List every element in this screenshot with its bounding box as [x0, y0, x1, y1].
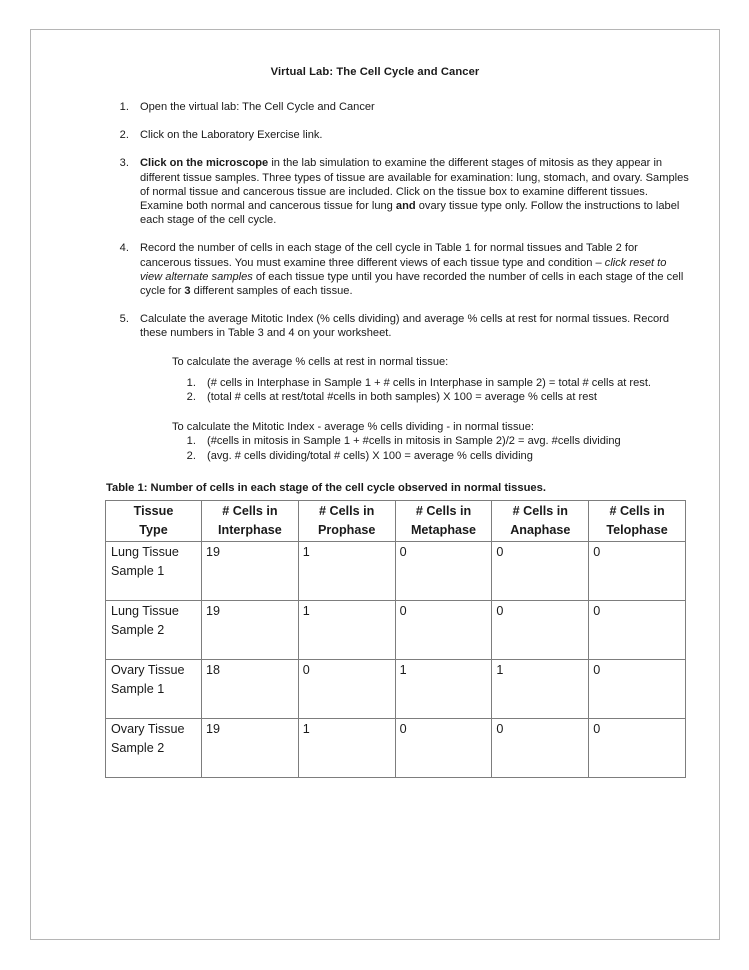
- cell-metaphase: 0: [395, 718, 492, 777]
- table-header-metaphase: [395, 500, 492, 541]
- cell-telophase: 0: [589, 600, 686, 659]
- cell-anaphase: 0: [492, 541, 589, 600]
- header-line-2: Type: [139, 523, 168, 538]
- header-line-2: Telophase: [606, 523, 668, 538]
- step-4-text-b: of each tissue type until you have recorded the number of cells in each stage of the cell cycle for: [140, 270, 684, 298]
- header-line-1: Tissue: [133, 503, 174, 518]
- step-1-text: Open the virtual lab: The Cell Cycle and Cancer: [140, 101, 375, 113]
- instruction-step-1: [132, 100, 689, 114]
- cell-anaphase: 0: [492, 718, 589, 777]
- header-line-1: # Cells in: [609, 503, 665, 518]
- table-header-row: [106, 500, 686, 541]
- step-2-text: Click on the Laboratory Exercise link.: [140, 129, 323, 142]
- step-4-italic-phrase: click reset to view alternate samples: [140, 256, 667, 283]
- table-header-prophase: [298, 500, 395, 541]
- row-label: Lung Tissue Sample 2: [106, 600, 202, 659]
- header-line-1: # Cells in: [415, 503, 472, 518]
- step-3-bold-lead: Click on the microscope: [140, 157, 269, 170]
- cell-telophase: 0: [589, 541, 686, 600]
- cell-cycle-table: [105, 500, 686, 778]
- document-body: [31, 30, 719, 778]
- step-4-text-a: Record the number of cells in each stage of the cell cycle in Table 1 for normal tissues and Table 2 for cancerous tissues. You must examine three different views of each tissue type and condition –: [140, 242, 638, 269]
- table-row: [106, 541, 686, 600]
- instruction-step-4: [132, 241, 689, 298]
- table-caption: Table 1: Number of cells in each stage of the cell cycle observed in normal tissues.: [106, 481, 546, 494]
- rest-calc-list: [199, 376, 697, 404]
- table-row: [106, 718, 686, 777]
- row-label: Lung Tissue Sample 1: [106, 541, 202, 600]
- mitotic-calc-list: [199, 434, 697, 462]
- header-line-2: Interphase: [218, 523, 282, 538]
- instruction-list: [132, 100, 689, 341]
- step-4-bold-number: 3: [184, 285, 191, 298]
- rest-calc-intro: To calculate the average % cells at rest in normal tissue:: [172, 355, 449, 368]
- mitotic-calc-item-2: 2. (avg. # cells dividing/total # cells) X 100 = average % cells dividing: [199, 449, 697, 463]
- document-page: [30, 29, 720, 940]
- header-line-1: # Cells in: [512, 503, 568, 518]
- table-header-tissue-type: [106, 500, 202, 541]
- header-line-2: Anaphase: [510, 523, 571, 538]
- cell-metaphase: 0: [395, 541, 492, 600]
- cell-metaphase: 1: [395, 659, 492, 718]
- rest-calc-item-1: 1. (# cells in Interphase in Sample 1 + # cells in Interphase in sample 2) = total # cells at rest.: [199, 376, 697, 390]
- instruction-step-5: [132, 312, 689, 340]
- table-row: [106, 600, 686, 659]
- step-3-text-a: in the lab simulation to examine the different stages of mitosis as they appear in different tissue samples. Three types of tissue are available for examination: lung, stomach, and ovary. Samples of normal tissue and cancerous tissue are included. Click on the tissue box to examine different tissues. Examine both normal and cancerous tissue for lung: [140, 157, 689, 213]
- cell-interphase: 19: [202, 718, 299, 777]
- cell-prophase: 1: [298, 541, 395, 600]
- header-line-1: # Cells in: [319, 503, 375, 518]
- table-header-interphase: [202, 500, 299, 541]
- step-5-text: Calculate the average Mitotic Index (% cells dividing) and average % cells at rest for normal tissues. Record these numbers in Table 3 and 4 on your worksheet.: [140, 313, 670, 340]
- cell-interphase: 19: [202, 600, 299, 659]
- step-3-text-b: ovary tissue type only. Follow the instructions to label each stage of the cell cycle.: [140, 200, 680, 227]
- mitotic-calc-item-1: 1. (#cells in mitosis in Sample 1 + #cells in mitosis in Sample 2)/2 = avg. #cells dividing: [199, 434, 697, 448]
- cell-prophase: 0: [298, 659, 395, 718]
- cell-interphase: 18: [202, 659, 299, 718]
- row-label: Ovary Tissue Sample 1: [106, 659, 202, 718]
- instruction-step-2: [132, 128, 689, 142]
- header-line-2: Metaphase: [410, 523, 477, 538]
- header-line-1: # Cells in: [222, 503, 278, 518]
- cell-interphase: 19: [202, 541, 299, 600]
- rest-calc-item-2: 2. (total # cells at rest/total #cells in both samples) X 100 = average % cells at rest: [199, 390, 697, 404]
- cell-prophase: 1: [298, 718, 395, 777]
- row-label: Ovary Tissue Sample 2: [106, 718, 202, 777]
- header-line-2: Prophase: [317, 523, 376, 538]
- step-3-bold-and: and: [395, 200, 416, 213]
- step-4-text-c: different samples of each tissue.: [190, 285, 353, 298]
- cell-metaphase: 0: [395, 600, 492, 659]
- mitotic-calc-intro: To calculate the Mitotic Index - average % cells dividing - in normal tissue:: [172, 421, 534, 434]
- table-row: [106, 659, 686, 718]
- instruction-step-3: [132, 156, 689, 227]
- page-title: Virtual Lab: The Cell Cycle and Cancer: [270, 66, 480, 78]
- cell-anaphase: 0: [492, 600, 589, 659]
- table-header-telophase: [589, 500, 686, 541]
- cell-prophase: 1: [298, 600, 395, 659]
- cell-anaphase: 1: [492, 659, 589, 718]
- table-header-anaphase: [492, 500, 589, 541]
- cell-telophase: 0: [589, 659, 686, 718]
- cell-telophase: 0: [589, 718, 686, 777]
